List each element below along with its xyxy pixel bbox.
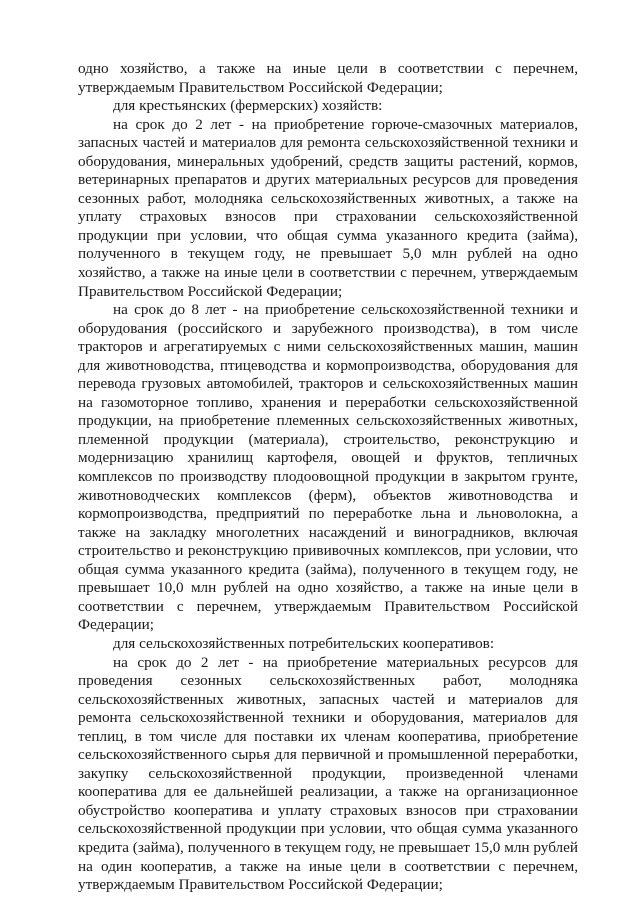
paragraph-coop-heading: для сельскохозяйственных потребительских кооперативов:	[113, 634, 495, 652]
paragraph-continuation: одно хозяйство, а также на иные цели в соответствии с перечнем, утверждаемым Правительством Российской Федерации;	[78, 60, 578, 96]
document-body	[78, 60, 578, 895]
paragraph-coop-2-years: на срок до 2 лет - на приобретение материальных ресурсов для проведения сезонных сельскохозяйственных работ, молодняка сельскохозяйственных животных, запасных частей и материалов для ремонта сельскохозяйственной техники и оборудования, материалов для теплиц, в том числе для поставки их членам кооператива, приобретение сельскохозяйственного сырья для первичной и промышленной переработки, закупку сельскохозяйственной продукции, произведенной членами кооператива для ее дальнейшей реализации, а также на организационное обустройство кооператива и уплату страховых взносов при страховании сельскохозяйственной продукции при условии, что общая сумма указанного кредита (займа), полученного в текущем году, не превышает 15,0 млн рублей на один кооператив, а также на иные цели в соответствии с перечнем, утверждаемым Правительством Российской Федерации;	[78, 653, 578, 894]
paragraph-farm-heading: для крестьянских (фермерских) хозяйств:	[113, 97, 383, 115]
paragraph-farm-8-years: на срок до 8 лет - на приобретение сельскохозяйственной техники и оборудования (российского и зарубежного производства), в том числе тракторов и агрегатируемых с ними сельскохозяйственных машин, машин для животноводства, птицеводства и кормопроизводства, оборудования для перевода грузовых автомобилей, тракторов и сельскохозяйственных машин на газомоторное топливо, хранения и переработки сельскохозяйственной продукции, на приобретение племенных сельскохозяйственных животных, племенной продукции (материала), строительство, реконструкцию и модернизацию хранилищ картофеля, овощей и фруктов, тепличных комплексов по производству плодоовощной продукции в закрытом грунте, животноводческих комплексов (ферм), объектов животноводства и кормопроизводства, предприятий по переработке льна и льноволокна, а также на закладку многолетних насаждений и виноградников, включая строительство и реконструкцию прививочных комплексов, при условии, что общая сумма указанного кредита (займа), полученного в текущем году, не превышает 10,0 млн рублей на одно хозяйство, а также на иные цели в соответствии с перечнем, утверждаемым Правительством Российской Федерации;	[78, 301, 578, 634]
paragraph-farm-2-years: на срок до 2 лет - на приобретение горюче-смазочных материалов, запасных частей и материалов для ремонта сельскохозяйственной техники и оборудования, минеральных удобрений, средств защиты растений, кормов, ветеринарных препаратов и других материальных ресурсов для проведения сезонных работ, молодняка сельскохозяйственных животных, а также на уплату страховых взносов при страховании сельскохозяйственной продукции при условии, что общая сумма указанного кредита (займа), полученного в текущем году, не превышает 5,0 млн рублей на одно хозяйство, а также на иные цели в соответствии с перечнем, утверждаемым Правительством Российской Федерации;	[78, 115, 578, 300]
